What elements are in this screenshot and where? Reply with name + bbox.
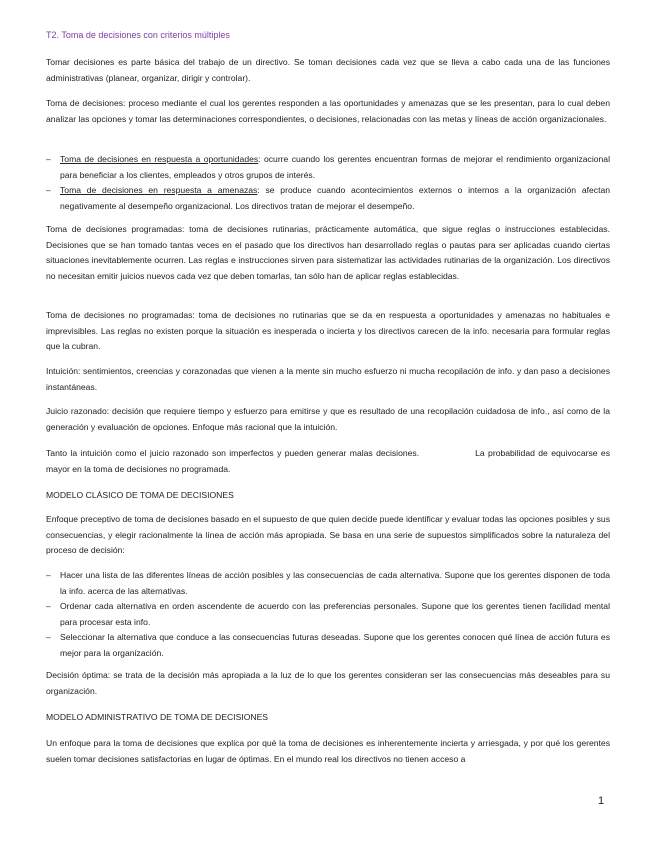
comparison-text-a: Tanto la intuición como el juicio razonado son imperfectos y pueden generar malas decisiones. (46, 448, 420, 458)
bullet-text: Seleccionar la alternativa que conduce a las consecuencias futuras deseadas. Supone que los gerentes conocen qué línea de acción futura es mejor para la organización. (60, 632, 610, 658)
bullet-dash: – (46, 185, 51, 195)
bullet-text: : ocurre cuando los gerentes encuentran formas de mejorar el rendimiento organizacional para beneficiar a los clientes, empleados y otros grupos de interés. (60, 154, 610, 180)
paragraph-definition: Toma de decisiones: proceso mediante el cual los gerentes responden a las oportunidades y amenazas que se les presentan, para lo cual deben analizar las opciones y tomar las determinaciones correspondientes, o decisiones, relacionadas con las metas y líneas de acción organizacionales. (46, 98, 610, 124)
bullet-list-classic-steps (46, 568, 610, 661)
bullet-text: : se produce cuando acontecimientos externos o internos a la organización afectan negativamente al desempeño organizacional. Los directivos tratan de mejorar el desempeño. (60, 185, 611, 211)
bullet-dash: – (46, 632, 51, 642)
bullet-dash: – (46, 601, 51, 611)
paragraph-programmed: Toma de decisiones programadas: toma de decisiones rutinarias, prácticamente automática, que sigue reglas o instrucciones establecidas. Decisiones que se han tomado tantas veces en el pasado que los directivos han desarrollado reglas o pautas para ser aplicadas cuando ciertas situaciones inevitablemente ocurren. Las reglas e instrucciones sirven para sistematizar las actividades rutinarias de la organización. Los directivos no necesitan emitir juicios nuevos cada vez que deben tomarlas, tan sólo han de aplicar reglas establecidas. (46, 224, 610, 281)
bullet-item (46, 183, 610, 214)
section-heading-administrative: MODELO ADMINISTRATIVO DE TOMA DE DECISIONES (46, 712, 269, 722)
bullet-item (46, 568, 610, 599)
paragraph-non-programmed: Toma de decisiones no programadas: toma de decisiones no rutinarias que se da en respuesta a oportunidades y amenazas no habituales e imprevisibles. Las reglas no existen porque la situación es inesperada o incierta y los directivos carecen de la info. necesaria para formular reglas que la cubran. (46, 310, 610, 351)
comparison-text-b: La probabilidad de equivocarse es mayor en la toma de decisiones no programada. (46, 448, 610, 474)
bullet-item (46, 152, 610, 183)
page-number: 1 (598, 795, 605, 807)
paragraph-comparison (46, 446, 610, 477)
bullet-dash: – (46, 570, 51, 580)
bullet-dash: – (46, 154, 51, 164)
document-title: T2. Toma de decisiones con criterios múltiples (46, 30, 230, 40)
paragraph-optimal-decision: Decisión óptima: se trata de la decisión más apropiada a la luz de lo que los gerentes consideran ser las consecuencias más deseables para su organización. (46, 670, 610, 696)
bullet-term: Toma de decisiones en respuesta a amenazas (60, 185, 258, 195)
bullet-term: Toma de decisiones en respuesta a oportunidades (60, 154, 259, 164)
bullet-item (46, 630, 610, 661)
paragraph-classic-model: Enfoque preceptivo de toma de decisiones basado en el supuesto de que quien decide puede identificar y evaluar todas las opciones posibles y sus consecuencias, y elegir racionalmente la línea de acción más apropiada. Se basa en una serie de supuestos simplificados sobre la naturaleza del proceso de decisión: (46, 514, 610, 555)
paragraph-reasoned-judgment: Juicio razonado: decisión que requiere tiempo y esfuerzo para emitirse y que es resultado de una recopilación cuidadosa de info., así como de la generación y evaluación de opciones. Enfoque más racional que la intuición. (46, 406, 610, 432)
bullet-item (46, 599, 610, 630)
paragraph-intro: Tomar decisiones es parte básica del trabajo de un directivo. Se toman decisiones cada vez que se lleva a cabo cada una de las funciones administrativas (planear, organizar, dirigir y controlar). (46, 57, 610, 83)
bullet-text: Ordenar cada alternativa en orden ascendente de acuerdo con las preferencias personales. Supone que los gerentes tienen facilidad mental para procesar esta info. (60, 601, 610, 627)
section-heading-classic: MODELO CLÁSICO DE TOMA DE DECISIONES (46, 490, 234, 500)
paragraph-intuition: Intuición: sentimientos, creencias y corazonadas que vienen a la mente sin mucho esfuerzo ni mucha recopilación de info. y dan paso a decisiones instantáneas. (46, 366, 610, 392)
paragraph-administrative-model: Un enfoque para la toma de decisiones que explica por qué la toma de decisiones es inherentemente incierta y arriesgada, y por qué los gerentes suelen tomar decisiones satisfactorias en lugar de óptimas. En el mundo real los directivos no tienen acceso a (46, 738, 610, 764)
bullet-list-types (46, 152, 610, 214)
bullet-text: Hacer una lista de las diferentes líneas de acción posibles y las consecuencias de cada alternativa. Supone que los gerentes disponen de toda la info. acerca de las alternativas. (60, 570, 610, 596)
